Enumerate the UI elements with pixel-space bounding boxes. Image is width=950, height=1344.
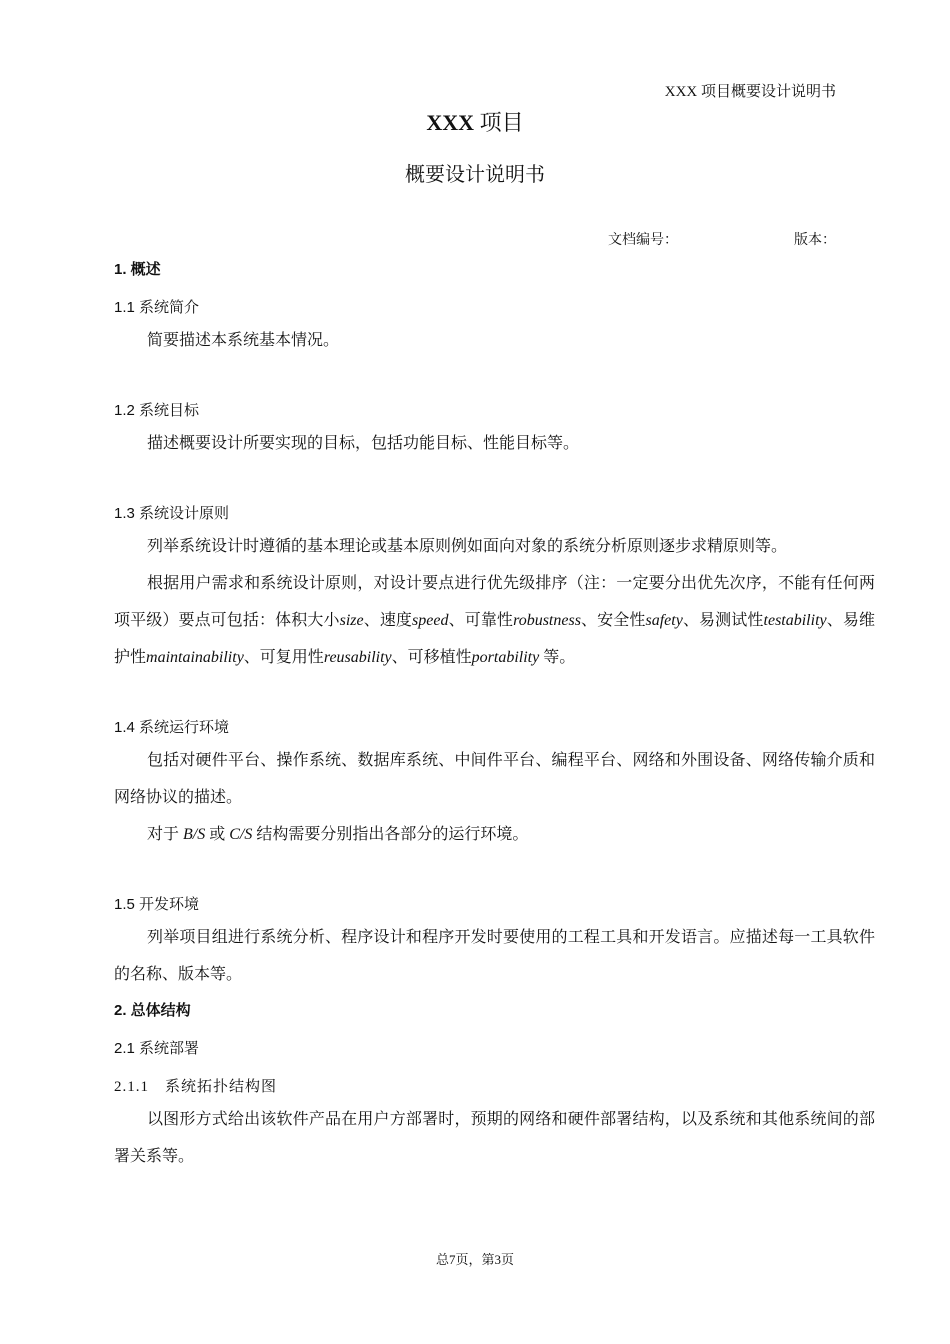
heading-1-2: 1.2 系统目标	[114, 402, 200, 419]
title-xxx: XXX	[426, 110, 475, 135]
page-footer: 总7页，第3页	[435, 1252, 514, 1267]
version-label: 版本：	[794, 233, 836, 248]
heading-2-1-1: 2.1.1 系统拓扑结构图	[114, 1079, 278, 1095]
heading-2-1: 2.1 系统部署	[114, 1040, 200, 1057]
document-title	[0, 106, 950, 137]
paragraph: 以图形方式给出该软件产品在用户方部署时，预期的网络和硬件部署结构，以及系统和其他系统间的部署关系等。	[114, 1111, 875, 1165]
running-header: XXX 项目概要设计说明书	[664, 84, 836, 100]
heading-2: 2. 总体结构	[114, 1002, 191, 1019]
paragraph: 描述概要设计所要实现的目标，包括功能目标、性能目标等。	[147, 435, 580, 452]
heading-1-3: 1.3 系统设计原则	[114, 505, 230, 522]
paragraph: 简要描述本系统基本情况。	[147, 332, 340, 349]
document-body	[114, 256, 875, 1175]
heading-1: 1. 概述	[114, 261, 161, 278]
paragraph: 包括对硬件平台、操作系统、数据库系统、中间件平台、编程平台、网络和外围设备、网络传输介质和网络协议的描述。	[114, 752, 875, 806]
heading-1-4: 1.4 系统运行环境	[114, 719, 230, 736]
title-project: 项目	[474, 110, 524, 135]
heading-1-1: 1.1 系统简介	[114, 299, 200, 316]
paragraph: 列举系统设计时遵循的基本理论或基本原则例如面向对象的系统分析原则逐步求精原则等。	[147, 538, 788, 555]
paragraph-design-points: 根据用户需求和系统设计原则，对设计要点进行优先级排序（注：一定要分出优先次序，不能有任何两项平级）要点可包括：体积大小size、速度speed、可靠性robustness、安全性safety、易测试性testability、易维护性maintainability、可复用性reusability、可移植性portability 等。	[114, 575, 875, 666]
paragraph-bs-cs: 对于 B/S 或 C/S 结构需要分别指出各部分的运行环境。	[147, 826, 529, 843]
paragraph: 列举项目组进行系统分析、程序设计和程序开发时要使用的工程工具和开发语言。应描述每一工具软件的名称、版本等。	[114, 929, 875, 983]
heading-1-5: 1.5 开发环境	[114, 896, 200, 913]
document-subtitle: 概要设计说明书	[405, 164, 545, 186]
doc-number-label: 文档编号：	[608, 233, 678, 248]
